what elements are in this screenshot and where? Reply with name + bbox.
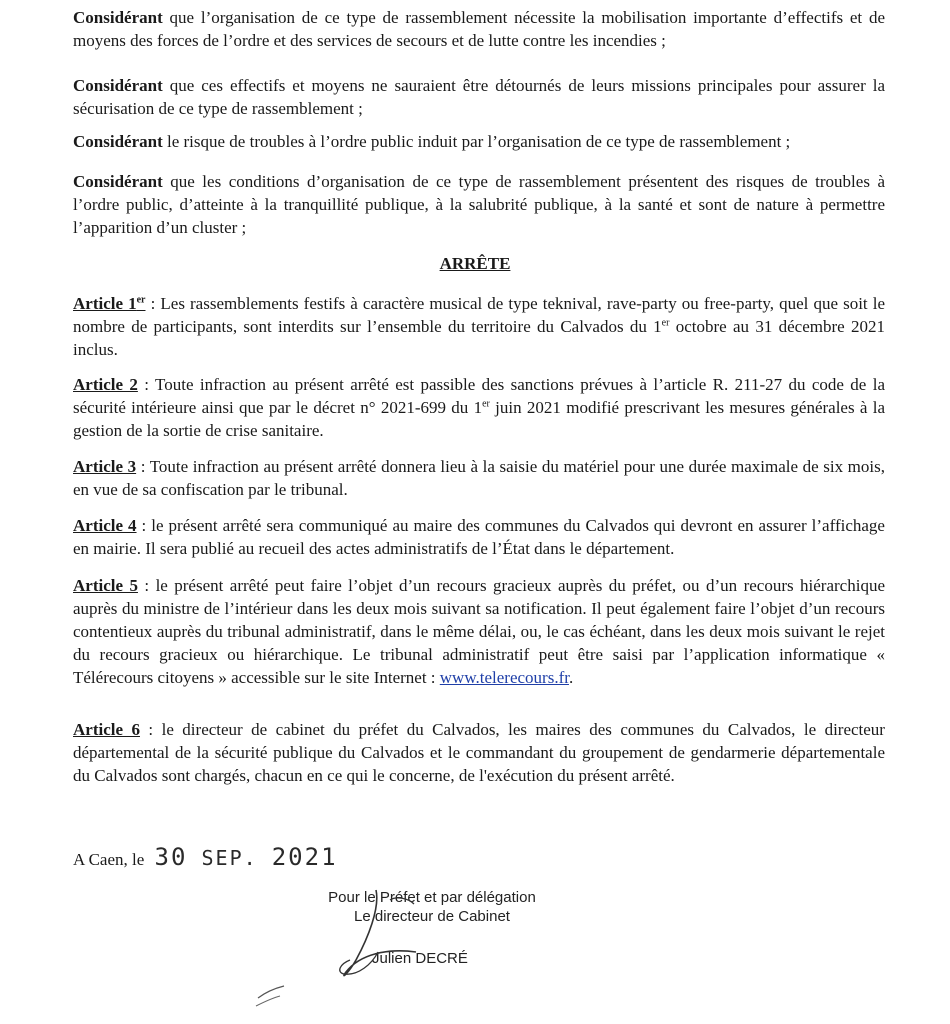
considerant-2: Considérant que ces effectifs et moyens ne sauraient être détournés de leurs missions principales pour assurer la sécurisation de ce type de rassemblement ; bbox=[73, 76, 885, 118]
considerant-3: Considérant le risque de troubles à l’ordre public induit par l’organisation de ce type de rassemblement ; bbox=[73, 132, 791, 151]
article-2: Article 2 : Toute infraction au présent arrêté est passible des sanctions prévues à l’article R. 211-27 du code de la sécurité intérieure ainsi que par le décret n° 2021-699 du 1er juin 2021 modifié prescrivant les mesures générales à la gestion de la sortie de crise sanitaire. bbox=[73, 375, 885, 440]
signature-line-2: Le directeur de Cabinet bbox=[354, 908, 510, 925]
handwritten-signature-icon bbox=[240, 868, 570, 1018]
article-1: Article 1er : Les rassemblements festifs à caractère musical de type teknival, rave-party ou free-party, quel que soit le nombre de participants, sont interdits sur l’ensemble du territoire du Calvados du 1er octobre au 31 décembre 2021 inclus. bbox=[73, 294, 885, 359]
article-5: Article 5 : le présent arrêté peut faire l’objet d’un recours gracieux auprès du préfet, ou d’un recours hiérarchique auprès du ministre de l’intérieur dans les deux mois suivant sa notification. Il peut également faire l’objet d’un recours contentieux auprès du tribunal administratif, dans le même délai, ou, le cas échéant, dans les deux mois suivant le rejet du recours gracieux ou hiérarchique. Le tribunal administratif peut être saisi par l’application informatique « Télérecours citoyens » accessible sur le site Internet : www.telerecours.fr. bbox=[73, 576, 885, 687]
signatory-name: Julien DECRÉ bbox=[372, 950, 468, 967]
place-and-date: A Caen, le 30 SEP. 2021 bbox=[73, 843, 338, 871]
article-4: Article 4 : le présent arrêté sera communiqué au maire des communes du Calvados qui devront en assurer l’affichage en mairie. Il sera publié au recueil des actes administratifs de l’État dans le département. bbox=[73, 516, 885, 558]
telerecours-link[interactable]: www.telerecours.fr bbox=[439, 668, 569, 687]
considerant-4: Considérant que les conditions d’organisation de ce type de rassemblement présentent des risques de troubles à l’ordre public, d’atteinte à la tranquillité publique, à la salubrité publique, à la santé et sont de nature à permettre l’apparition d’un cluster ; bbox=[73, 172, 885, 237]
decision-heading: ARRÊTE bbox=[439, 254, 511, 273]
date-stamp: 30 SEP. 2021 bbox=[154, 843, 338, 871]
signature-line-1: Pour le Préfet et par délégation bbox=[328, 889, 536, 906]
considerant-1: Considérant que l’organisation de ce type de rassemblement nécessite la mobilisation importante d’effectifs et de moyens des forces de l’ordre et des services de secours et de lutte contre les incendies ; bbox=[73, 8, 885, 50]
article-3: Article 3 : Toute infraction au présent arrêté donnera lieu à la saisie du matériel pour une durée maximale de six mois, en vue de sa confiscation par le tribunal. bbox=[73, 457, 885, 499]
article-6: Article 6 : le directeur de cabinet du préfet du Calvados, les maires des communes du Calvados, le directeur départemental de la sécurité publique du Calvados et le commandant du groupement de gendarmerie départementale du Calvados sont chargés, chacun en ce qui le concerne, de l'exécution du présent arrêté. bbox=[73, 720, 885, 785]
